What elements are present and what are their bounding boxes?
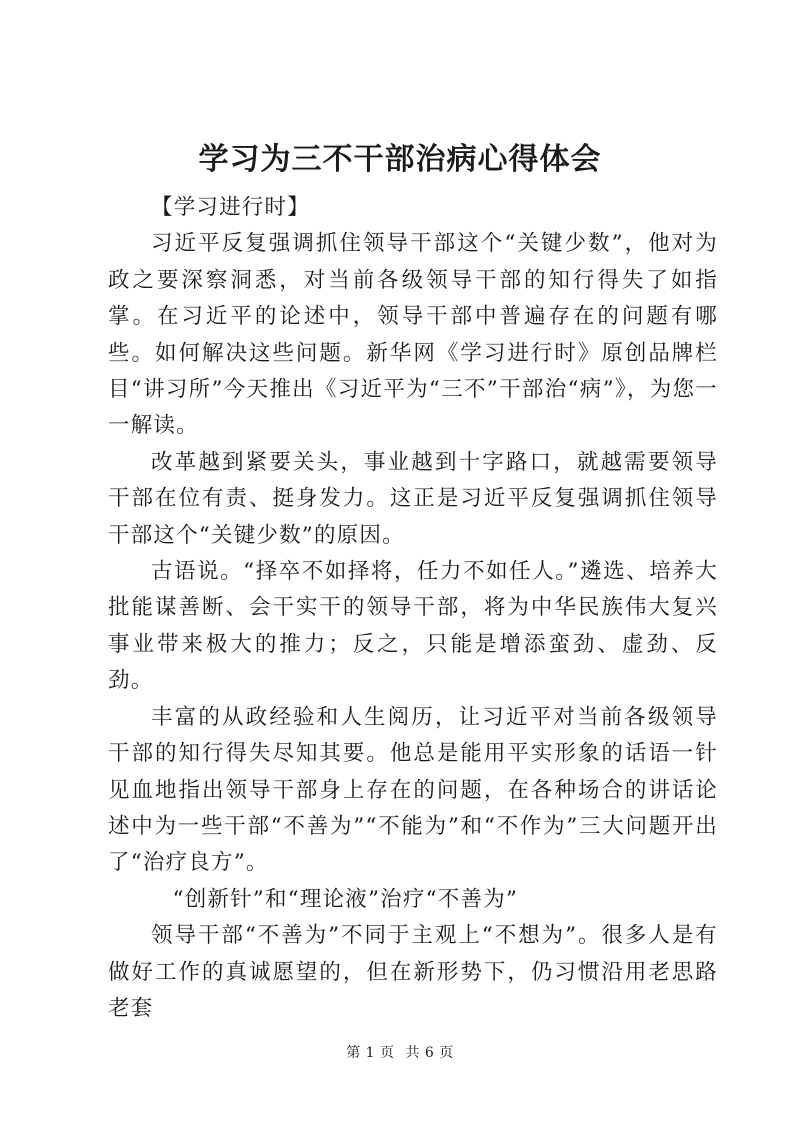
paragraph: 领导干部“不善为”不同于主观上“不想为”。很多人是有做好工作的真诚愿望的，但在新形势下，仍习惯沿用老思路老套 — [108, 923, 718, 1021]
paragraph: 习近平反复强调抓住领导干部这个“关键少数”，他对为政之要深察洞悉，对当前各级领导干部的知行得失了如指掌。在习近平的论述中，领导干部中普遍存在的问题有哪些。如何解决这些问题。新华网《学习进行时》原创品牌栏目“讲习所”今天推出《习近平为“三不”干部治“病”》，为您一一解读。 — [108, 231, 718, 439]
paragraph: 丰富的从政经验和人生阅历，让习近平对当前各级领导干部的知行得失尽知其要。他总是能用平实形象的话语一针见血地指出领导干部身上存在的问题，在各种场合的讲话论述中为一些干部“不善为”“不能为”和“不作为”三大问题开出了“治疗良方”。 — [108, 704, 718, 876]
document-title: 学习为三不干部治病心得体会 — [198, 142, 602, 177]
document-body — [108, 190, 718, 1027]
page-footer — [0, 1043, 800, 1063]
paragraph: 古语说。“择卒不如择将，任力不如任人。”遴选、培养大批能谋善断、会干实干的领导干部，将为中华民族伟大复兴事业带来极大的推力；反之，只能是增添蛮劲、虚劲、反劲。 — [108, 559, 718, 694]
paragraph: 改革越到紧要关头，事业越到十字路口，就越需要领导干部在位有责、挺身发力。这正是习近平反复强调抓住领导干部这个“关键少数”的原因。 — [108, 449, 718, 548]
subheading: “创新针”和“理论液”治疗“不善为” — [172, 886, 519, 912]
section-tag: 【学习进行时】 — [151, 195, 310, 220]
page-number: 第 1 页 — [346, 1045, 395, 1061]
page-total: 共 6 页 — [405, 1045, 454, 1061]
